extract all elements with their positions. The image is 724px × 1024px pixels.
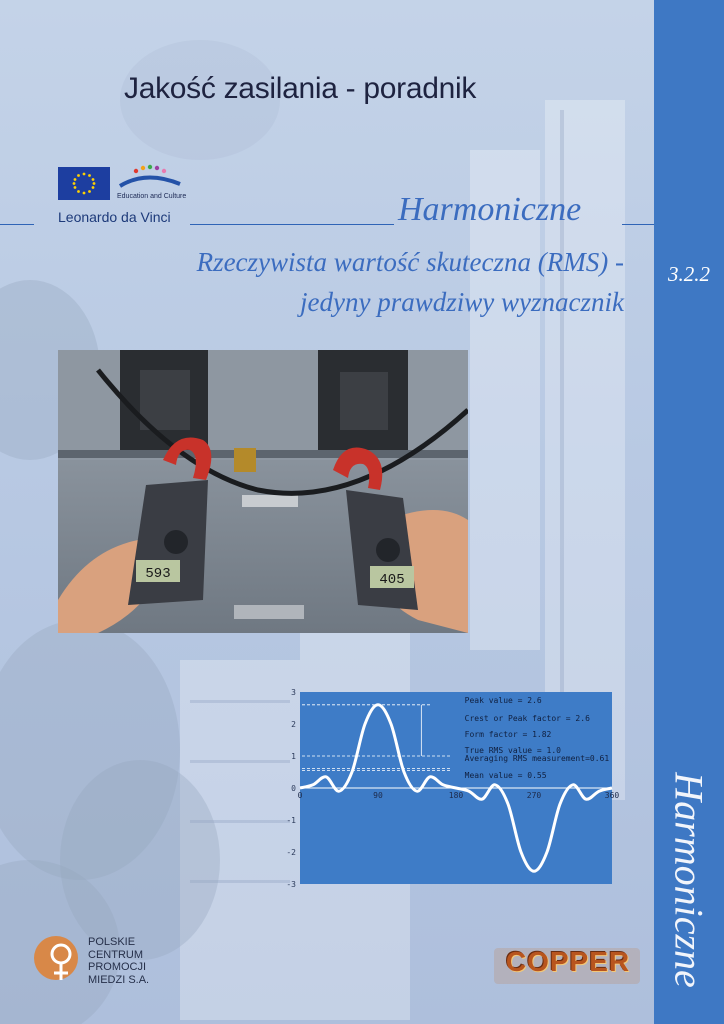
- y-tick-label: 3: [291, 688, 296, 697]
- x-tick-label: 0: [297, 791, 303, 800]
- y-tick-label: -2: [286, 848, 296, 857]
- x-tick-label: 180: [448, 791, 464, 800]
- chart-annotation: Crest or Peak factor = 2.6: [464, 713, 590, 723]
- copper-brand: COPPER: [505, 946, 631, 977]
- publisher-line-4: MIEDZI S.A.: [88, 973, 150, 986]
- y-tick-label: -1: [286, 816, 296, 825]
- publisher-line-1: POLSKIE: [88, 936, 136, 948]
- y-tick-label: 2: [291, 720, 296, 729]
- y-tick-label: 0: [291, 784, 296, 793]
- chart-annotation: Mean value = 0.55: [464, 770, 547, 780]
- x-tick-label: 360: [604, 791, 620, 800]
- pcpm-logo: [32, 932, 86, 988]
- publisher-line-2: CENTRUM: [88, 948, 143, 961]
- subtitle-line-2: jedyny prawdziwy wyznacznik: [300, 287, 624, 317]
- y-tick-label: 1: [291, 752, 296, 761]
- publisher-line-3: PROMOCJI: [88, 961, 147, 973]
- divider-right: [622, 224, 654, 225]
- program-name: Leonardo da Vinci: [58, 209, 171, 225]
- divider-left: [0, 224, 34, 225]
- side-title: Harmoniczne: [666, 772, 712, 988]
- chart-annotation: True RMS value = 1.0: [464, 745, 561, 755]
- rms-waveform-chart: [280, 684, 630, 889]
- section-number: 3.2.2: [668, 262, 710, 286]
- chart-annotation: Form factor = 1.82: [464, 729, 552, 739]
- clamp-meter-photo: [58, 350, 468, 633]
- eu-flag-logo: [58, 167, 110, 200]
- x-tick-label: 90: [373, 791, 383, 800]
- right-meter-reading: 405: [379, 572, 405, 588]
- side-strip: [654, 0, 724, 1024]
- subtitle-line-1: Rzeczywista wartość skuteczna (RMS) -: [196, 247, 624, 277]
- guide-title: Jakość zasilania - poradnik: [124, 72, 477, 105]
- divider-middle: [190, 224, 394, 225]
- y-tick-label: -3: [286, 880, 296, 889]
- x-tick-label: 270: [526, 791, 542, 800]
- education-culture-logo: [116, 162, 186, 192]
- chart-annotation: Peak value = 2.6: [464, 696, 542, 706]
- left-meter-reading: 593: [145, 566, 171, 582]
- education-culture-caption: Education and Culture: [117, 193, 187, 200]
- publisher-name: [88, 936, 149, 986]
- main-title: Harmoniczne: [398, 191, 582, 228]
- chart-annotation: Averaging RMS measurement=0.61: [464, 753, 610, 763]
